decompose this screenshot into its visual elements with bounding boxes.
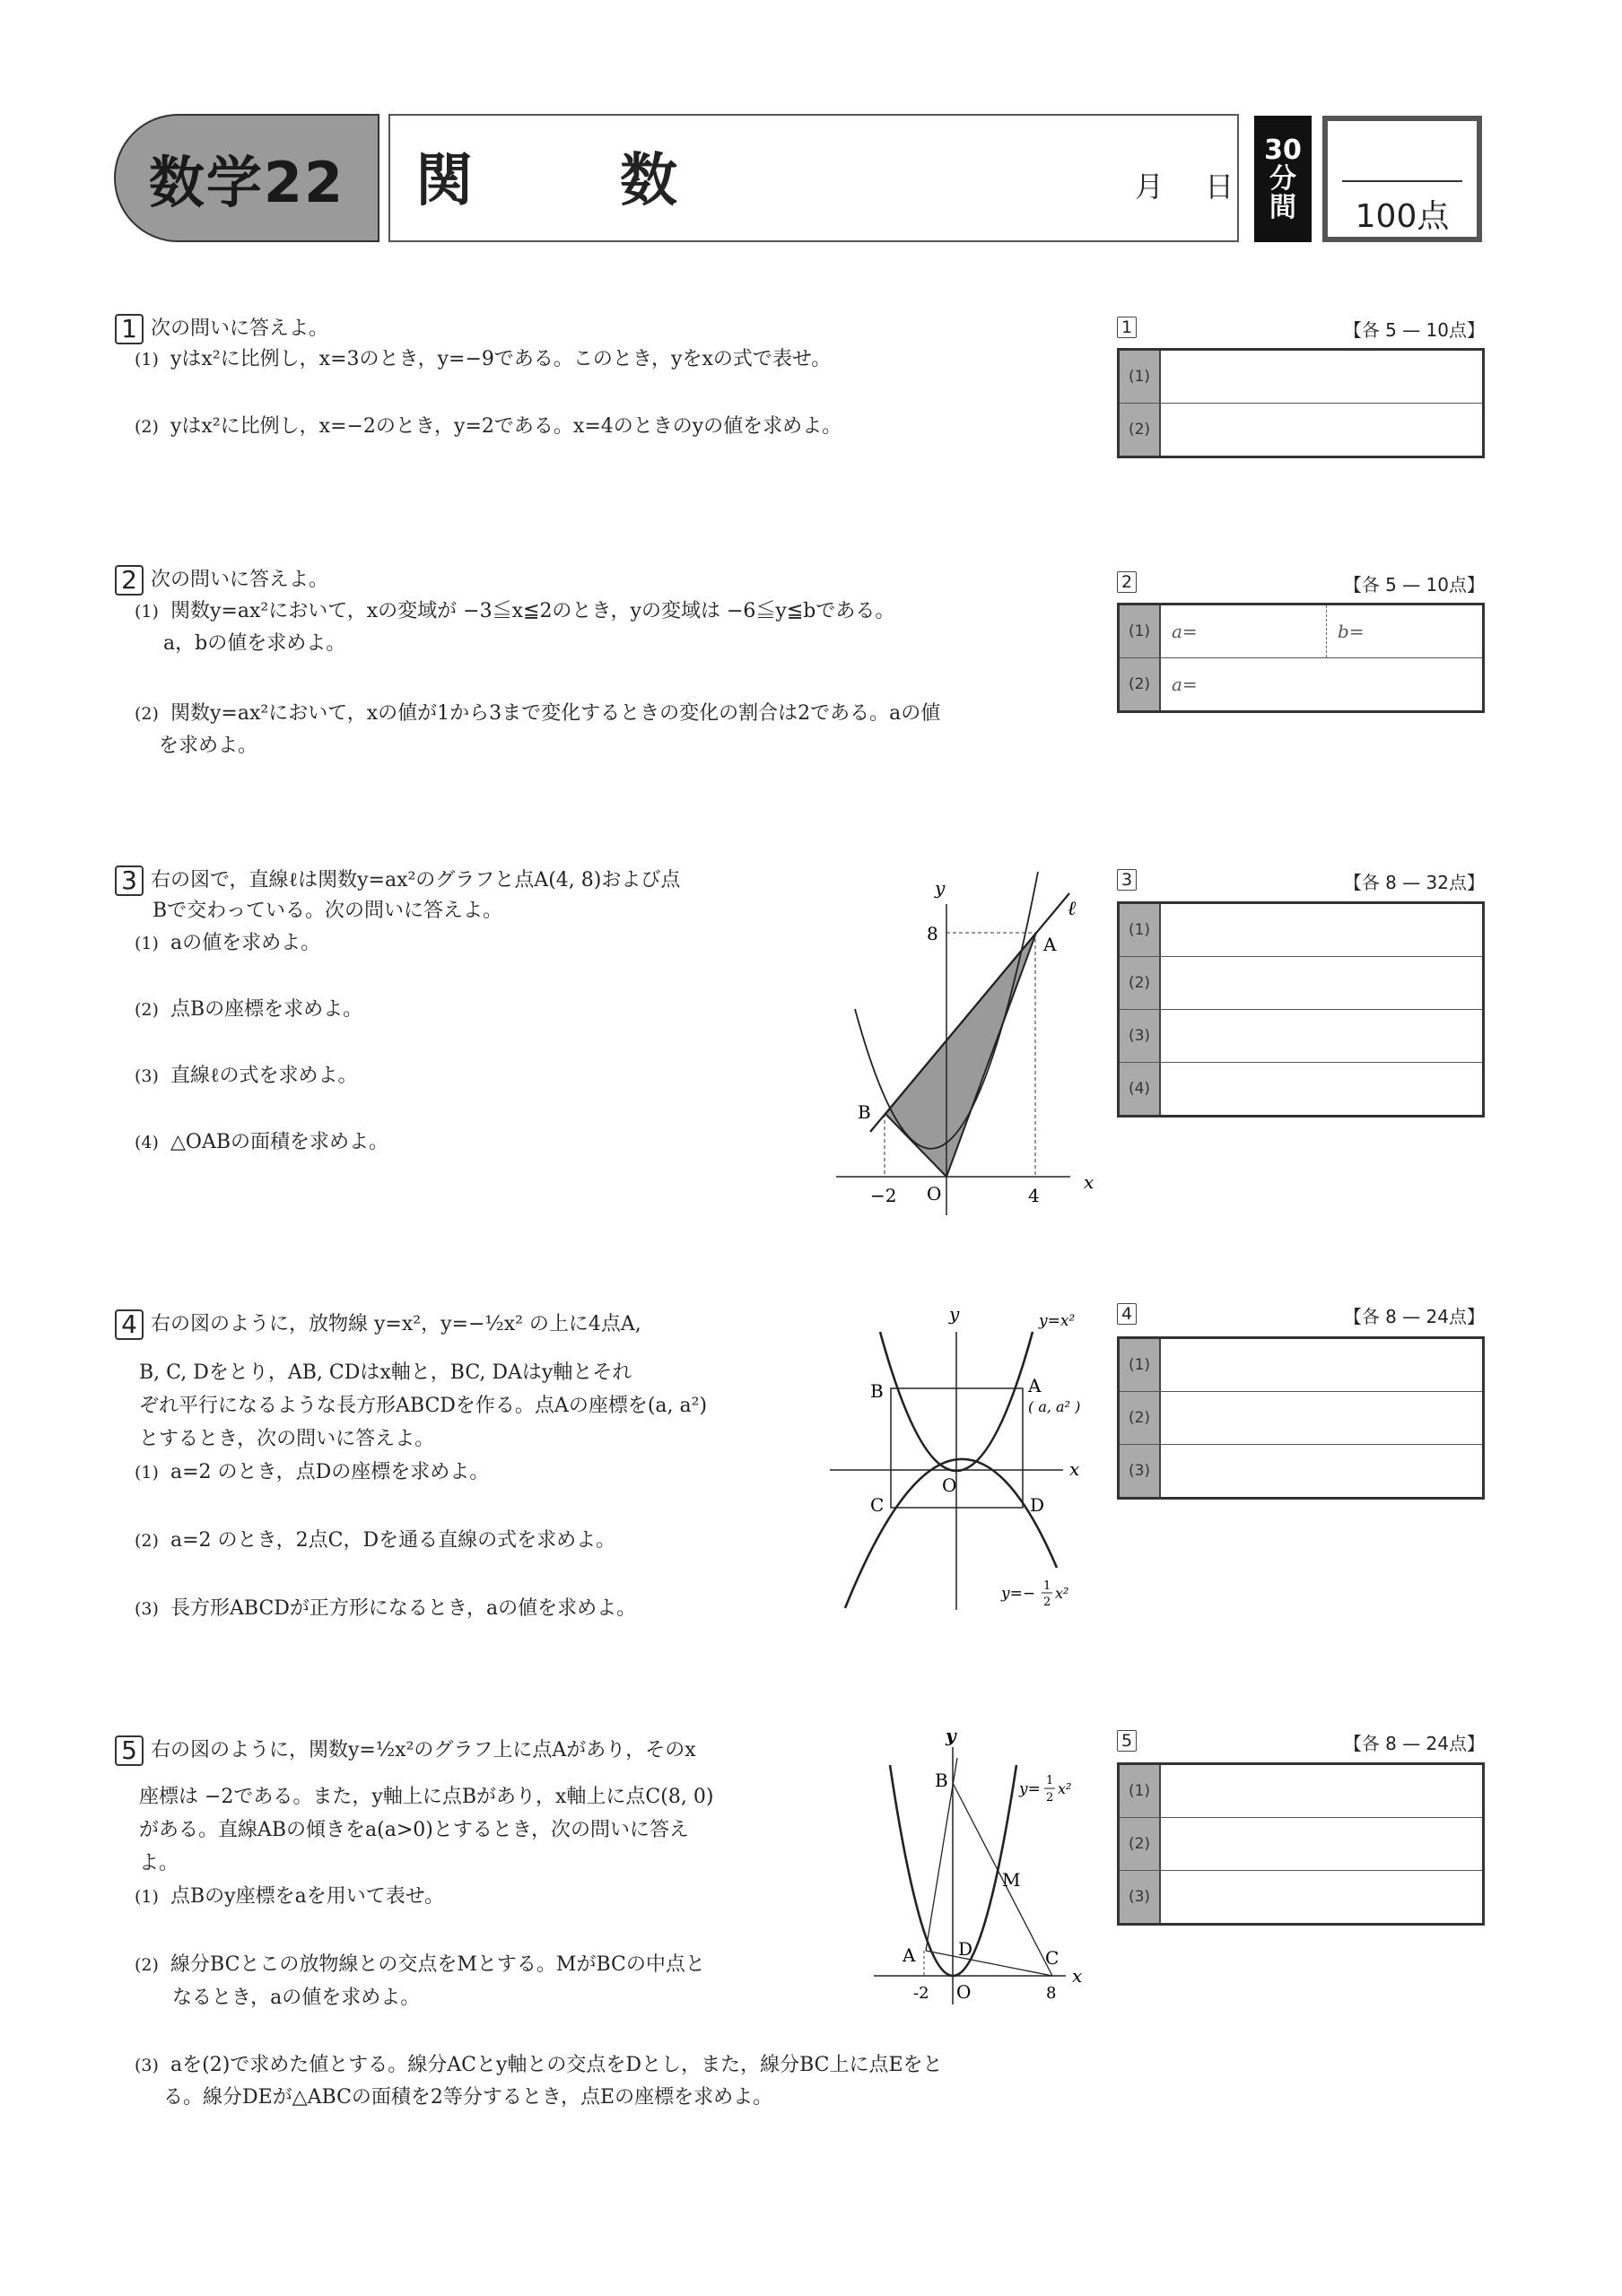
item-text: 関数y=ax²において，xの値が1から3まで変化するときの変化の割合は2である。aの値 <box>170 702 941 725</box>
label-o: O <box>956 1981 972 2003</box>
answer-field[interactable] <box>1161 1765 1482 1817</box>
answer-5-header <box>1117 1729 1485 1752</box>
question-lead: 右の図のように，放物線 y=x²，y=−½x² の上に4点A, <box>151 1313 641 1335</box>
item-number: (3) <box>135 1066 159 1086</box>
answer-field[interactable] <box>1161 1010 1482 1062</box>
row-label: (3) <box>1120 1871 1161 1923</box>
answer-field[interactable] <box>1161 1339 1482 1391</box>
answer-points: 【各 8 — 24点】 <box>1343 1306 1485 1327</box>
triangle-oab <box>885 933 1036 1177</box>
item-number: (1) <box>135 934 159 953</box>
label-curve: y= <box>1019 1780 1041 1798</box>
item-text: 線分BCとこの放物線との交点をMとする。MがBCの中点と <box>170 1953 705 1976</box>
page-title: 関 数 <box>415 147 722 214</box>
label-c: C <box>870 1494 885 1516</box>
time-unit-1: 分 <box>1269 162 1296 195</box>
question-number: 4 <box>115 1309 144 1340</box>
answer-field[interactable] <box>1161 957 1482 1009</box>
row-label: (1) <box>1120 1339 1161 1391</box>
question-lead-cont: とするとき，次の問いに答えよ。 <box>139 1428 435 1450</box>
answer-row <box>1120 957 1482 1010</box>
date-label: 月 日 <box>1135 170 1234 204</box>
time-minutes: 30 <box>1264 134 1302 166</box>
answer-field[interactable] <box>1161 351 1482 403</box>
answer-1-table <box>1117 348 1485 458</box>
question-number: 3 <box>115 865 144 896</box>
item-text: yはx²に比例し，x=−2のとき，y=2である。x=4のときのyの値を求めよ。 <box>170 415 842 438</box>
frac-den: 2 <box>1046 1791 1054 1805</box>
q5-item-3-cont: る。線分DEが△ABCの面積を2等分するとき，点Eの座標を求めよ。 <box>163 2086 773 2109</box>
tick-m2: −2 <box>870 1185 897 1206</box>
question-lead: 右の図で，直線ℓは関数y=ax²のグラフと点A(4, 8)および点 <box>151 869 681 891</box>
item-number: (1) <box>135 350 159 370</box>
item-text: 直線ℓの式を求めよ。 <box>170 1065 358 1087</box>
answer-number: 2 <box>1117 571 1137 593</box>
item-number: (1) <box>135 602 159 622</box>
q4-figure <box>825 1300 1112 1623</box>
q4-item-1 <box>135 1458 489 1487</box>
answer-3-header <box>1117 868 1485 891</box>
item-text: △OABの面積を求めよ。 <box>170 1131 389 1153</box>
label-y: y <box>949 1303 960 1325</box>
q3-figure <box>825 861 1112 1220</box>
answer-row <box>1120 1063 1482 1115</box>
row-label: (3) <box>1120 1010 1161 1062</box>
q3-item-2 <box>135 996 362 1024</box>
label-b: B <box>858 1101 871 1123</box>
item-number: (1) <box>135 1463 159 1483</box>
label-curve-tail: x² <box>1058 1780 1072 1797</box>
frac-num: 1 <box>1043 1579 1051 1593</box>
row-label: (4) <box>1120 1063 1161 1115</box>
answer-row <box>1120 1339 1482 1392</box>
item-text: yはx²に比例し，x=3のとき，y=−9である。このとき，yをxの式で表せ。 <box>170 348 832 370</box>
row-label: (1) <box>1120 605 1161 657</box>
subject-tab <box>114 114 379 242</box>
label-curve2-tail: x² <box>1055 1585 1069 1602</box>
question-3-header <box>115 865 680 896</box>
q5-item-1 <box>135 1883 444 1911</box>
label-ell: ℓ <box>1068 898 1077 920</box>
answer-field[interactable] <box>1161 404 1482 456</box>
question-lead-cont: ぞれ平行になるような長方形ABCDを作る。点Aの座標を(a, a²) <box>139 1395 708 1417</box>
answer-field[interactable] <box>1161 1818 1482 1870</box>
frac-den: 2 <box>1043 1596 1051 1609</box>
q1-item-2 <box>135 413 842 441</box>
answer-2-header <box>1117 570 1485 596</box>
question-2-header <box>115 565 328 596</box>
answer-1-header <box>1117 316 1485 341</box>
answer-4-header <box>1117 1302 1485 1325</box>
row-label: (1) <box>1120 1765 1161 1817</box>
label-a: A <box>1028 1375 1042 1396</box>
q2-item-1-cont: a，bの値を求めよ。 <box>163 632 346 655</box>
question-number: 5 <box>115 1735 144 1766</box>
answer-2-table <box>1117 603 1485 713</box>
answer-field[interactable] <box>1161 904 1482 956</box>
row-label: (2) <box>1120 1392 1161 1444</box>
answer-field[interactable] <box>1161 1871 1482 1923</box>
label-o: O <box>927 1183 942 1205</box>
question-lead-cont: 座標は −2である。また，y軸上に点Bがあり，x軸上に点C(8, 0) <box>139 1786 714 1808</box>
answer-field[interactable] <box>1161 1445 1482 1497</box>
question-number: 2 <box>115 565 144 596</box>
tick-4: 4 <box>1028 1185 1040 1206</box>
total-points: 100点 <box>1355 198 1450 235</box>
item-number: (3) <box>135 1599 159 1619</box>
item-number: (2) <box>135 1000 159 1020</box>
score-line <box>1342 180 1462 182</box>
item-text: a=2 のとき，点Dの座標を求めよ。 <box>170 1461 490 1483</box>
item-text: aの値を求めよ。 <box>170 932 321 954</box>
label-a: A <box>1043 934 1057 955</box>
answer-row <box>1120 404 1482 456</box>
question-lead: 右の図のように，関数y=½x²のグラフ上に点Aがあり，そのx <box>151 1739 696 1761</box>
answer-number: 4 <box>1117 1303 1137 1325</box>
question-1-header <box>115 314 328 344</box>
q4-item-2 <box>135 1526 615 1555</box>
time-unit-2: 間 <box>1269 191 1296 223</box>
answer-row <box>1120 658 1482 710</box>
row-label: (2) <box>1120 1818 1161 1870</box>
answer-points: 【各 8 — 24点】 <box>1343 1733 1485 1754</box>
score-box[interactable] <box>1322 116 1482 242</box>
label-coord-a: ( a, a² ) <box>1028 1398 1081 1415</box>
question-5-header <box>115 1735 696 1766</box>
question-lead: 次の問いに答えよ。 <box>151 569 329 591</box>
label-o: O <box>942 1474 957 1496</box>
item-number: (2) <box>135 417 159 437</box>
subject-label: 数学22 <box>148 150 345 215</box>
item-number: (2) <box>135 1955 159 1975</box>
answer-field-a[interactable]: a= <box>1172 674 1198 695</box>
item-number: (2) <box>135 704 159 724</box>
answer-row <box>1120 1818 1482 1871</box>
time-limit-badge <box>1254 116 1312 242</box>
question-lead: 次の問いに答えよ。 <box>151 317 329 340</box>
label-b: B <box>870 1380 884 1402</box>
answer-row <box>1120 1445 1482 1497</box>
q2-item-1 <box>135 597 894 626</box>
q3-item-3 <box>135 1062 358 1091</box>
row-label: (2) <box>1120 957 1161 1009</box>
q4-item-3 <box>135 1595 636 1623</box>
answer-points: 【各 5 — 10点】 <box>1343 574 1485 596</box>
q3-item-1 <box>135 929 320 958</box>
answer-3-table <box>1117 901 1485 1118</box>
q2-item-2 <box>135 700 940 728</box>
q3-item-4 <box>135 1128 388 1157</box>
item-text: 点Bのy座標をaを用いて表せ。 <box>170 1885 445 1908</box>
item-number: (2) <box>135 1531 159 1551</box>
answer-points: 【各 5 — 10点】 <box>1343 319 1485 341</box>
q1-item-1 <box>135 345 831 374</box>
answer-number: 1 <box>1117 317 1137 338</box>
question-number: 1 <box>115 314 144 344</box>
label-m: M <box>1002 1869 1021 1891</box>
answer-field-b[interactable]: b= <box>1338 621 1365 642</box>
item-text: 点Bの座標を求めよ。 <box>170 998 363 1021</box>
answer-row <box>1120 1765 1482 1818</box>
item-number: (4) <box>135 1133 159 1152</box>
q5-item-3 <box>135 2051 943 2080</box>
item-text: a=2 のとき，2点C，Dを通る直線の式を求めよ。 <box>170 1529 616 1552</box>
item-number: (1) <box>135 1887 159 1907</box>
q5-item-2 <box>135 1951 705 1979</box>
q5-figure <box>852 1713 1103 2009</box>
label-y: y <box>946 1725 956 1746</box>
answer-field[interactable] <box>1161 1392 1482 1444</box>
row-label: (2) <box>1120 658 1161 710</box>
answer-points: 【各 8 — 32点】 <box>1343 872 1485 893</box>
item-text: aを(2)で求めた値とする。線分ACとy軸との交点をDとし，また，線分BC上に点Eをと <box>170 2054 943 2076</box>
item-text: 長方形ABCDが正方形になるとき，aの値を求めよ。 <box>170 1597 637 1620</box>
answer-row <box>1120 605 1482 658</box>
q2-item-2-cont: を求めよ。 <box>159 735 258 757</box>
row-label: (1) <box>1120 904 1161 956</box>
item-number: (3) <box>135 2056 159 2075</box>
label-x: x <box>1084 1171 1094 1193</box>
question-lead-cont: Bで交わっている。次の問いに答えよ。 <box>153 900 502 922</box>
answer-4-table <box>1117 1336 1485 1500</box>
label-c: C <box>1045 1947 1060 1969</box>
answer-row <box>1120 904 1482 957</box>
q5-item-2-cont: なるとき，aの値を求めよ。 <box>172 1987 421 2009</box>
answer-5-table <box>1117 1762 1485 1926</box>
tick-m2: -2 <box>913 1984 929 2003</box>
label-curve2: y=− <box>1001 1585 1036 1603</box>
answer-row <box>1120 1010 1482 1063</box>
answer-row <box>1120 1871 1482 1923</box>
answer-number: 3 <box>1117 869 1137 891</box>
answer-field-a[interactable]: a= <box>1161 605 1327 657</box>
label-a: A <box>903 1944 916 1966</box>
question-lead-cont: よ。 <box>139 1852 179 1874</box>
tick-8: 8 <box>927 923 938 944</box>
row-label: (3) <box>1120 1445 1161 1497</box>
row-label: (2) <box>1120 404 1161 456</box>
frac-num: 1 <box>1046 1774 1054 1787</box>
label-curve1: y=x² <box>1039 1312 1076 1330</box>
label-d: D <box>1030 1494 1045 1516</box>
label-b: B <box>935 1770 948 1791</box>
question-lead-cont: がある。直線ABの傾きをa(a>0)とするとき，次の問いに答え <box>139 1819 690 1841</box>
label-x: x <box>1069 1458 1080 1480</box>
row-label: (1) <box>1120 351 1161 403</box>
answer-field[interactable] <box>1161 1063 1482 1115</box>
label-d: D <box>958 1938 973 1960</box>
label-x: x <box>1072 1965 1083 1987</box>
question-4-header <box>115 1309 641 1340</box>
question-lead-cont: B, C, Dをとり，AB, CDはx軸と，BC, DAはy軸とそれ <box>139 1361 632 1384</box>
answer-number: 5 <box>1117 1730 1137 1752</box>
item-text: 関数y=ax²において，xの変域が −3≦x≦2のとき，yの変域は −6≦y≦bである。 <box>170 600 895 622</box>
tick-8: 8 <box>1046 1984 1057 2003</box>
label-y: y <box>935 877 946 899</box>
answer-row <box>1120 1392 1482 1445</box>
answer-row <box>1120 351 1482 404</box>
